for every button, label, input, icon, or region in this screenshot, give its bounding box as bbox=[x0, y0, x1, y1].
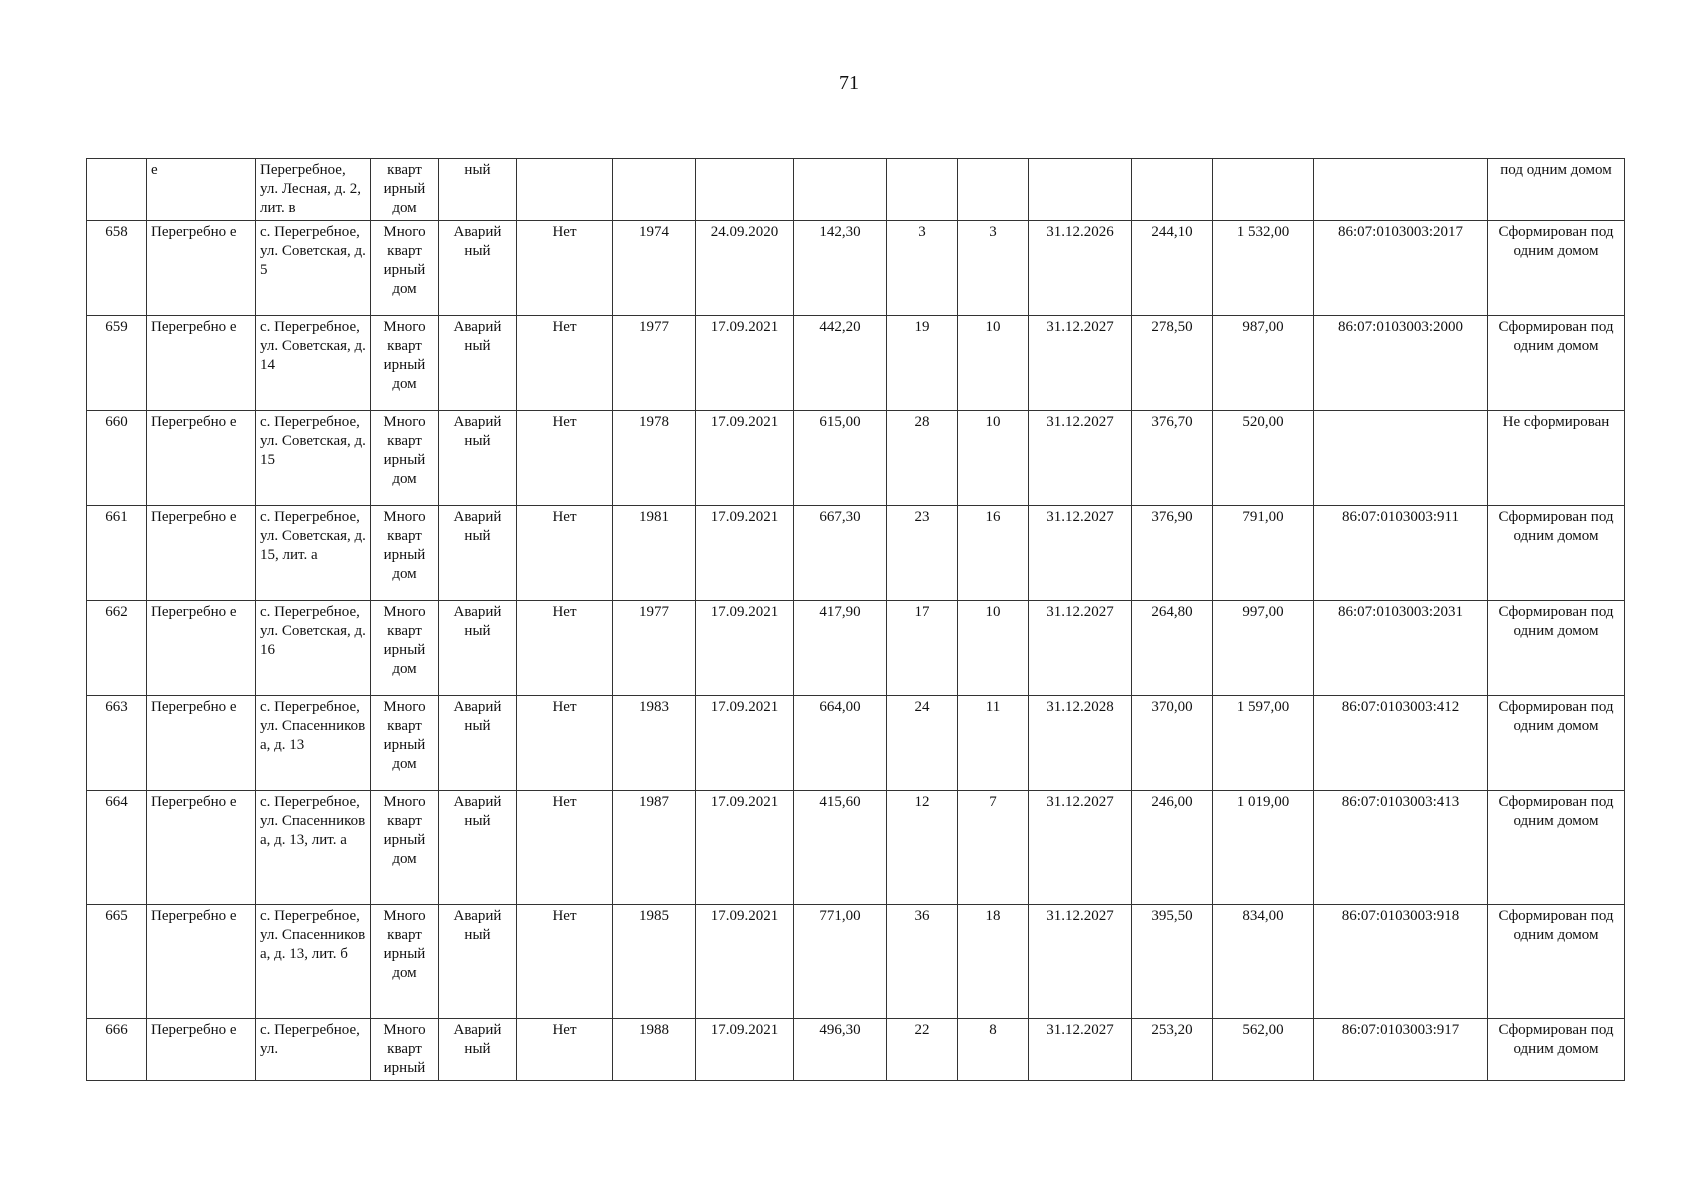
cell-cost: 1 597,00 bbox=[1213, 696, 1314, 791]
cell-deadline: 31.12.2027 bbox=[1029, 791, 1132, 905]
cell-people: 22 bbox=[887, 1019, 958, 1081]
cell-status: Аварий ный bbox=[439, 411, 517, 506]
cell-cost: 791,00 bbox=[1213, 506, 1314, 601]
cell-land: Сформирован под одним домом bbox=[1488, 696, 1625, 791]
page-number: 71 bbox=[839, 72, 859, 94]
cell-people: 28 bbox=[887, 411, 958, 506]
cell-cost: 562,00 bbox=[1213, 1019, 1314, 1081]
table-row bbox=[87, 601, 1625, 696]
cell-land-area: 376,90 bbox=[1132, 506, 1213, 601]
cell-area: 417,90 bbox=[794, 601, 887, 696]
cell-address: с. Перегребное, ул. Советская, д. 16 bbox=[256, 601, 371, 696]
cell-deadline: 31.12.2026 bbox=[1029, 221, 1132, 316]
cell-date: 17.09.2021 bbox=[696, 791, 794, 905]
cell-land: Сформирован под одним домом bbox=[1488, 905, 1625, 1019]
cell-type: Много кварт ирный bbox=[371, 1019, 439, 1081]
cell-settlement: Перегребно е bbox=[147, 221, 256, 316]
cell-area: 615,00 bbox=[794, 411, 887, 506]
cell-num: 661 bbox=[87, 506, 147, 601]
cell-cadastral: 86:07:0103003:2000 bbox=[1314, 316, 1488, 411]
cell-num: 662 bbox=[87, 601, 147, 696]
cell-area: 415,60 bbox=[794, 791, 887, 905]
cell-type: Много кварт ирный дом bbox=[371, 316, 439, 411]
cell-land-area: 395,50 bbox=[1132, 905, 1213, 1019]
cell-land: Сформирован под одним домом bbox=[1488, 601, 1625, 696]
cell-address: Перегребное, ул. Лесная, д. 2, лит. в bbox=[256, 159, 371, 221]
cell-address: с. Перегребное, ул. bbox=[256, 1019, 371, 1081]
cell-cost: 1 019,00 bbox=[1213, 791, 1314, 905]
cell-rooms: 10 bbox=[958, 601, 1029, 696]
cell-cost: 834,00 bbox=[1213, 905, 1314, 1019]
cell-settlement: Перегребно е bbox=[147, 905, 256, 1019]
cell-type: Много кварт ирный дом bbox=[371, 411, 439, 506]
cell-cadastral: 86:07:0103003:2017 bbox=[1314, 221, 1488, 316]
cell-year: 1987 bbox=[613, 791, 696, 905]
cell-land: Сформирован под одним домом bbox=[1488, 221, 1625, 316]
cell-num: 658 bbox=[87, 221, 147, 316]
cell-year: 1978 bbox=[613, 411, 696, 506]
cell-num: 659 bbox=[87, 316, 147, 411]
cell-land-area: 246,00 bbox=[1132, 791, 1213, 905]
cell-year: 1977 bbox=[613, 601, 696, 696]
cell-year: 1977 bbox=[613, 316, 696, 411]
cell-date: 17.09.2021 bbox=[696, 1019, 794, 1081]
cell-cadastral: 86:07:0103003:917 bbox=[1314, 1019, 1488, 1081]
cell-settlement: Перегребно е bbox=[147, 411, 256, 506]
cell-rooms: 18 bbox=[958, 905, 1029, 1019]
cell-deadline: 31.12.2027 bbox=[1029, 506, 1132, 601]
cell-land: Сформирован под одним домом bbox=[1488, 1019, 1625, 1081]
cell-flag: Нет bbox=[517, 506, 613, 601]
cell-num: 665 bbox=[87, 905, 147, 1019]
cell-flag: Нет bbox=[517, 791, 613, 905]
cell-type: Много кварт ирный дом bbox=[371, 601, 439, 696]
cell-land: под одним домом bbox=[1488, 159, 1625, 221]
cell-land: Сформирован под одним домом bbox=[1488, 506, 1625, 601]
cell-rooms: 7 bbox=[958, 791, 1029, 905]
housing-registry-table bbox=[86, 158, 1625, 1081]
cell-num: 666 bbox=[87, 1019, 147, 1081]
cell-status: Аварий ный bbox=[439, 791, 517, 905]
cell-flag: Нет bbox=[517, 905, 613, 1019]
cell-cadastral: 86:07:0103003:911 bbox=[1314, 506, 1488, 601]
cell-settlement: Перегребно е bbox=[147, 601, 256, 696]
cell-settlement: Перегребно е bbox=[147, 316, 256, 411]
cell-deadline: 31.12.2027 bbox=[1029, 601, 1132, 696]
cell-num: 663 bbox=[87, 696, 147, 791]
cell-rooms: 10 bbox=[958, 411, 1029, 506]
cell-deadline: 31.12.2027 bbox=[1029, 411, 1132, 506]
cell-land-area: 376,70 bbox=[1132, 411, 1213, 506]
cell-flag: Нет bbox=[517, 221, 613, 316]
cell-area: 442,20 bbox=[794, 316, 887, 411]
cell-cost: 997,00 bbox=[1213, 601, 1314, 696]
cell-status: Аварий ный bbox=[439, 221, 517, 316]
cell-date: 17.09.2021 bbox=[696, 696, 794, 791]
cell-date: 17.09.2021 bbox=[696, 905, 794, 1019]
table-row bbox=[87, 696, 1625, 791]
table-row bbox=[87, 316, 1625, 411]
cell-status: Аварий ный bbox=[439, 905, 517, 1019]
cell-land: Сформирован под одним домом bbox=[1488, 791, 1625, 905]
cell-year: 1974 bbox=[613, 221, 696, 316]
cell-area: 664,00 bbox=[794, 696, 887, 791]
cell-address: с. Перегребное, ул. Советская, д. 5 bbox=[256, 221, 371, 316]
cell-deadline: 31.12.2027 bbox=[1029, 316, 1132, 411]
cell-cadastral bbox=[1314, 411, 1488, 506]
cell-area: 496,30 bbox=[794, 1019, 887, 1081]
cell-land-area: 244,10 bbox=[1132, 221, 1213, 316]
cell-type: Много кварт ирный дом bbox=[371, 696, 439, 791]
cell-address: с. Перегребное, ул. Советская, д. 15 bbox=[256, 411, 371, 506]
cell-settlement: Перегребно е bbox=[147, 791, 256, 905]
table-row bbox=[87, 791, 1625, 905]
table-row bbox=[87, 1019, 1625, 1081]
cell-flag: Нет bbox=[517, 1019, 613, 1081]
cell-flag: Нет bbox=[517, 601, 613, 696]
cell-area: 667,30 bbox=[794, 506, 887, 601]
cell-num: 664 bbox=[87, 791, 147, 905]
cell-settlement: е bbox=[147, 159, 256, 221]
cell-date: 24.09.2020 bbox=[696, 221, 794, 316]
cell-status: Аварий ный bbox=[439, 601, 517, 696]
table-row bbox=[87, 905, 1625, 1019]
cell-address: с. Перегребное, ул. Советская, д. 15, лит. а bbox=[256, 506, 371, 601]
cell-land-area: 253,20 bbox=[1132, 1019, 1213, 1081]
table-row bbox=[87, 411, 1625, 506]
cell-settlement: Перегребно е bbox=[147, 696, 256, 791]
cell-people: 12 bbox=[887, 791, 958, 905]
cell-rooms: 10 bbox=[958, 316, 1029, 411]
cell-cost: 1 532,00 bbox=[1213, 221, 1314, 316]
cell-cadastral: 86:07:0103003:918 bbox=[1314, 905, 1488, 1019]
cell-cost: 987,00 bbox=[1213, 316, 1314, 411]
cell-status: Аварий ный bbox=[439, 1019, 517, 1081]
cell-people: 36 bbox=[887, 905, 958, 1019]
cell-rooms: 16 bbox=[958, 506, 1029, 601]
cell-people: 17 bbox=[887, 601, 958, 696]
cell-people: 24 bbox=[887, 696, 958, 791]
cell-deadline: 31.12.2027 bbox=[1029, 905, 1132, 1019]
cell-flag: Нет bbox=[517, 316, 613, 411]
cell-land: Сформирован под одним домом bbox=[1488, 316, 1625, 411]
cell-num bbox=[87, 159, 147, 221]
cell-flag: Нет bbox=[517, 696, 613, 791]
cell-year: 1985 bbox=[613, 905, 696, 1019]
cell-year: 1981 bbox=[613, 506, 696, 601]
cell-area: 771,00 bbox=[794, 905, 887, 1019]
table-row bbox=[87, 221, 1625, 316]
cell-type: Много кварт ирный дом bbox=[371, 905, 439, 1019]
cell-status: Аварий ный bbox=[439, 506, 517, 601]
cell-date: 17.09.2021 bbox=[696, 506, 794, 601]
cell-status: Аварий ный bbox=[439, 316, 517, 411]
cell-address: с. Перегребное, ул. Советская, д. 14 bbox=[256, 316, 371, 411]
table-row bbox=[87, 506, 1625, 601]
cell-type: Много кварт ирный дом bbox=[371, 221, 439, 316]
cell-year: 1983 bbox=[613, 696, 696, 791]
cell-cadastral: 86:07:0103003:413 bbox=[1314, 791, 1488, 905]
cell-cadastral: 86:07:0103003:2031 bbox=[1314, 601, 1488, 696]
cell-settlement: Перегребно е bbox=[147, 1019, 256, 1081]
cell-flag: Нет bbox=[517, 411, 613, 506]
cell-status: ный bbox=[439, 159, 517, 221]
cell-area: 142,30 bbox=[794, 221, 887, 316]
cell-cost: 520,00 bbox=[1213, 411, 1314, 506]
cell-land-area: 264,80 bbox=[1132, 601, 1213, 696]
cell-type: Много кварт ирный дом bbox=[371, 791, 439, 905]
cell-cadastral: 86:07:0103003:412 bbox=[1314, 696, 1488, 791]
cell-date: 17.09.2021 bbox=[696, 411, 794, 506]
cell-people: 3 bbox=[887, 221, 958, 316]
cell-year: 1988 bbox=[613, 1019, 696, 1081]
cell-rooms: 3 bbox=[958, 221, 1029, 316]
cell-land-area: 370,00 bbox=[1132, 696, 1213, 791]
cell-people: 19 bbox=[887, 316, 958, 411]
cell-num: 660 bbox=[87, 411, 147, 506]
cell-address: с. Перегребное, ул. Спасенников а, д. 13, лит. б bbox=[256, 905, 371, 1019]
cell-settlement: Перегребно е bbox=[147, 506, 256, 601]
cell-rooms: 11 bbox=[958, 696, 1029, 791]
cell-deadline: 31.12.2027 bbox=[1029, 1019, 1132, 1081]
cell-date: 17.09.2021 bbox=[696, 316, 794, 411]
cell-address: с. Перегребное, ул. Спасенников а, д. 13, лит. а bbox=[256, 791, 371, 905]
cell-land: Не сформирован bbox=[1488, 411, 1625, 506]
cell-type: кварт ирный дом bbox=[371, 159, 439, 221]
cell-rooms: 8 bbox=[958, 1019, 1029, 1081]
cell-date: 17.09.2021 bbox=[696, 601, 794, 696]
table-row-continuation bbox=[87, 159, 1625, 221]
cell-deadline: 31.12.2028 bbox=[1029, 696, 1132, 791]
cell-people: 23 bbox=[887, 506, 958, 601]
cell-land-area: 278,50 bbox=[1132, 316, 1213, 411]
cell-type: Много кварт ирный дом bbox=[371, 506, 439, 601]
cell-status: Аварий ный bbox=[439, 696, 517, 791]
cell-address: с. Перегребное, ул. Спасенников а, д. 13 bbox=[256, 696, 371, 791]
